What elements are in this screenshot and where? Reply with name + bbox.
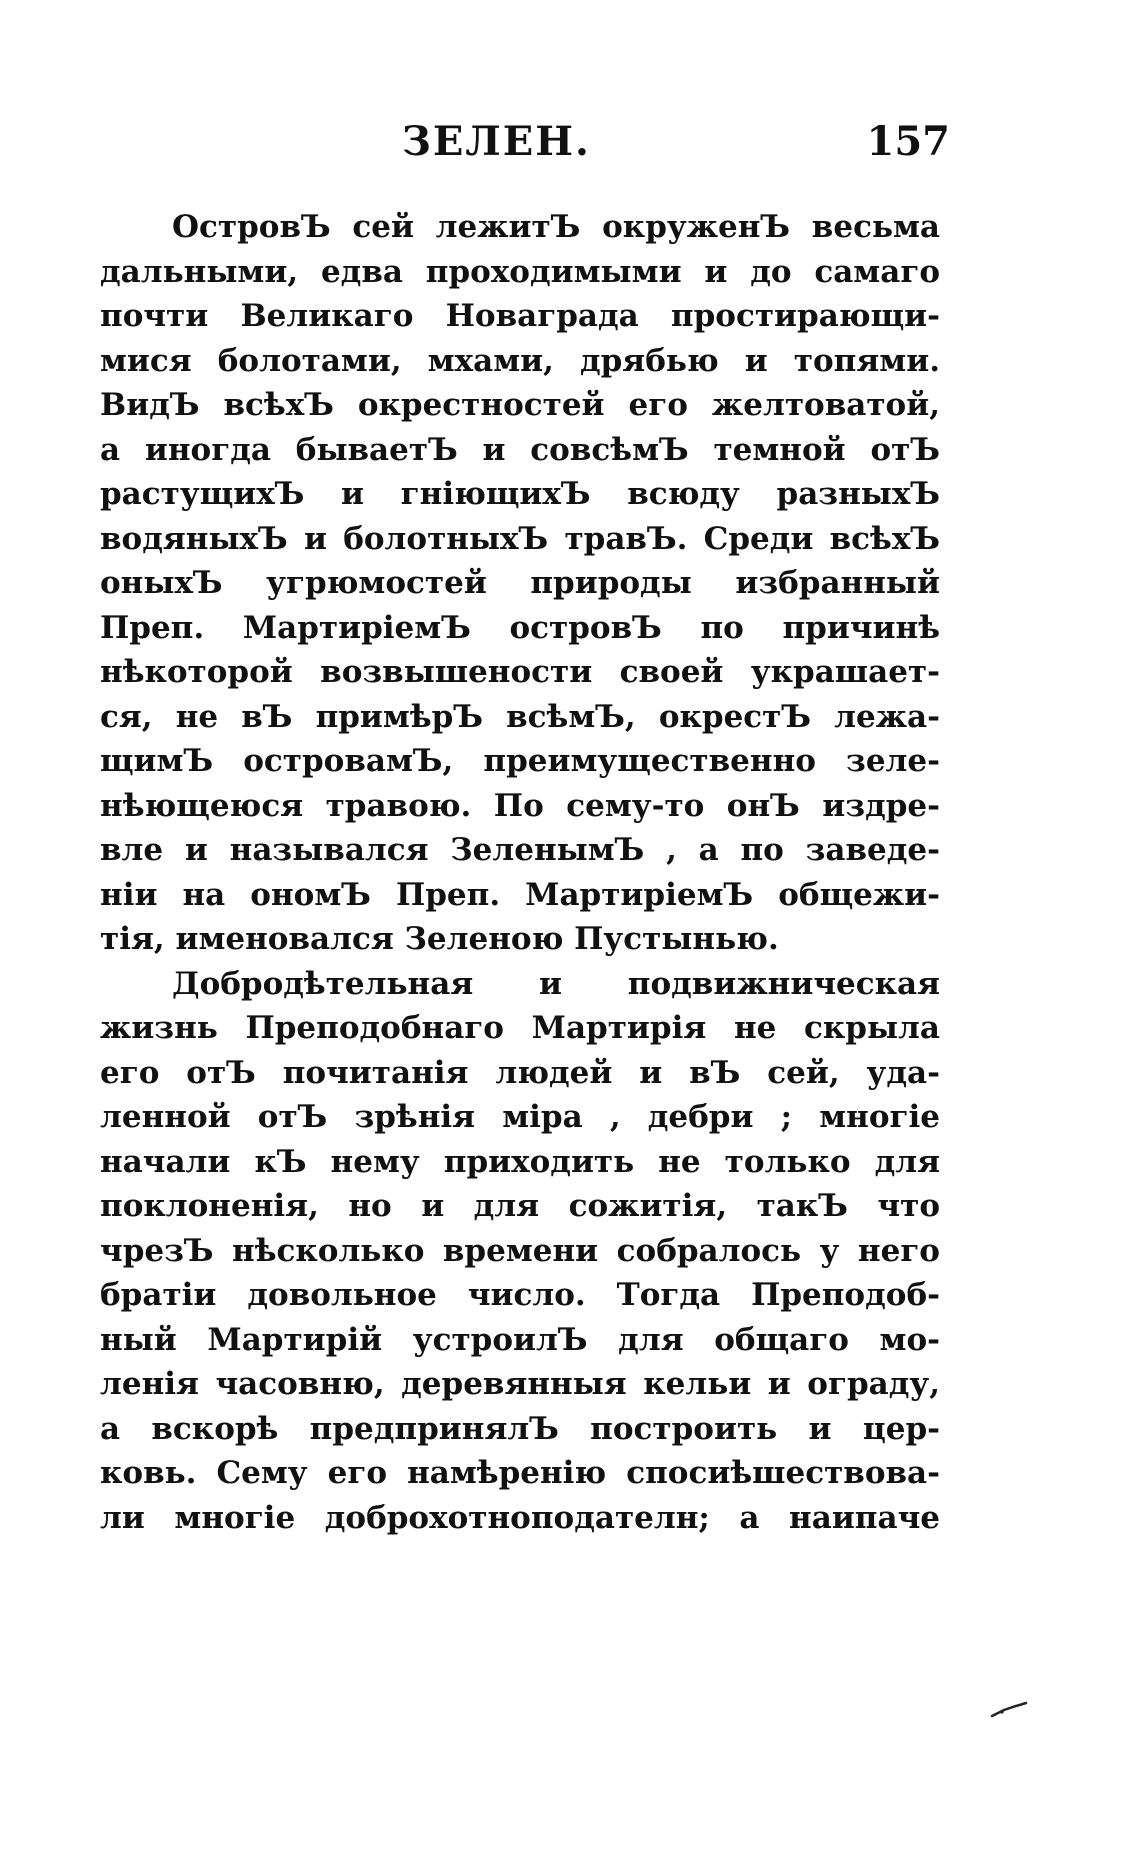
text-line: братіи довольное число. Тогда Преподоб- bbox=[100, 1277, 940, 1313]
text-line: Преп. МартиріемЪ островЪ по причинѣ bbox=[100, 609, 940, 646]
text-line: нѣкоторой возвышености своей украшает- bbox=[100, 654, 940, 690]
text-line: начали кЪ нему приходить не только для bbox=[100, 1143, 940, 1180]
text-line: ОстровЪ сей лежитЪ окруженЪ весьма bbox=[172, 209, 940, 245]
text-line: а вскорѣ предпринялЪ построить и цер- bbox=[100, 1410, 940, 1447]
running-title: ЗЕЛЕН. bbox=[402, 118, 591, 165]
body-text bbox=[100, 205, 940, 1540]
text-line: ніи на ономЪ Преп. МартиріемЪ общежи- bbox=[100, 876, 940, 913]
text-line: нѣющеюся травою. По сему-то онЪ издре- bbox=[100, 787, 940, 824]
text-line: чрезЪ нѣсколько времени собралось у него bbox=[100, 1232, 940, 1269]
text-line: мися болотами, мхами, дрябью и топями. bbox=[100, 342, 940, 379]
text-line: его отЪ почитанія людей и вЪ сей, уда- bbox=[100, 1054, 940, 1091]
text-line: ВидЪ всѣхЪ окрестностей его желтоватой, bbox=[100, 387, 940, 423]
text-line: оныхЪ угрюмостей природы избранный bbox=[100, 565, 940, 601]
page-header bbox=[100, 118, 1060, 178]
text-line: тія, именовался Зеленою Пустынью. bbox=[100, 921, 779, 957]
text-line: поклоненія, но и для сожитія, такЪ что bbox=[100, 1188, 940, 1224]
text-line: вле и назывался ЗеленымЪ , а по заведе- bbox=[100, 832, 940, 868]
text-line: ленной отЪ зрѣнія міра , дебри ; многіе bbox=[100, 1099, 940, 1135]
text-line: а иногда бываетЪ и совсѣмЪ темной отЪ bbox=[100, 431, 940, 468]
text-line: Добродѣтельная и подвижническая bbox=[172, 965, 940, 1002]
text-line: ли многіе доброхотнoподателн; а наипаче bbox=[100, 1499, 940, 1536]
text-line: щимЪ островамЪ, преимущественно зеле- bbox=[100, 743, 940, 779]
page-number: 157 bbox=[866, 118, 950, 165]
text-line: ковь. Сему его намѣренію спосиѣшествова- bbox=[100, 1455, 940, 1491]
ink-smudge bbox=[990, 1700, 1030, 1720]
text-line: дальными, едва проходимыми и до самаго bbox=[100, 253, 940, 290]
text-line: жизнь Преподобнаго Мартирія не скрыла bbox=[100, 1010, 940, 1046]
text-line: ленія часовню, деревянныя кельи и ограду, bbox=[100, 1366, 940, 1402]
text-line: ся, не вЪ примѣрЪ всѣмЪ, окрестЪ лежа- bbox=[100, 698, 940, 735]
text-line: водяныхЪ и болотныхЪ травЪ. Среди всѣхЪ bbox=[100, 520, 940, 557]
text-line: растущихЪ и гніющихЪ всюду разныхЪ bbox=[100, 476, 940, 512]
text-line: ный Мартирій устроилЪ для общаго мо- bbox=[100, 1321, 940, 1358]
text-line: почти Великаго Новаграда простирающи- bbox=[100, 298, 940, 334]
